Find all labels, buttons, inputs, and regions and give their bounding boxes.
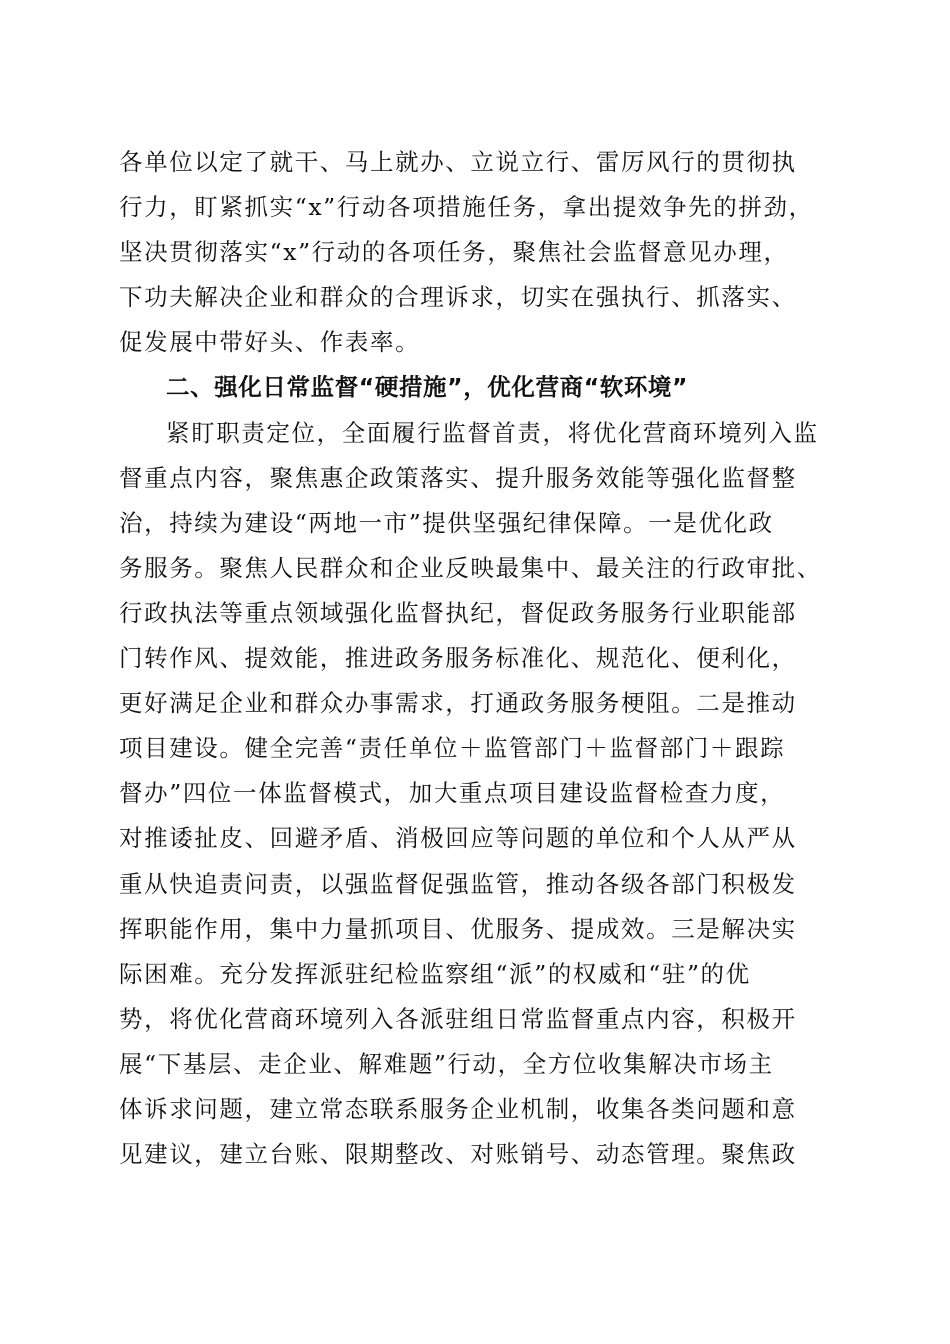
document-body: [119, 140, 839, 1177]
paragraph-line: 督办”四位一体监督模式，加大重点项目建设监督检查力度，: [119, 779, 786, 808]
paragraph-line: 督重点内容，聚焦惠企政策落实、提升服务效能等强化监督整: [119, 463, 797, 492]
paragraph-line: 治，持续为建设“两地一市”提供坚强纪律保障。一是优化政: [119, 508, 774, 537]
paragraph-line: 项目建设。健全完善“责任单位＋监管部门＋监督部门＋跟踪: [119, 734, 786, 763]
paragraph-line: 重从快追责问责，以强监督促强监管，推动各级各部门积极发: [119, 869, 797, 898]
paragraph-line: 对推诿扯皮、回避矛盾、消极回应等问题的单位和个人从严从: [119, 824, 797, 853]
paragraph-line: 更好满足企业和群众办事需求，打通政务服务梗阻。二是推动: [119, 689, 797, 718]
paragraph-line: 际困难。充分发挥派驻纪检监察组“派”的权威和“驻”的优: [119, 959, 751, 988]
paragraph-line: 体诉求问题，建立常态联系服务企业机制，收集各类问题和意: [119, 1094, 797, 1123]
paragraph-line: 各单位以定了就干、马上就办、立说立行、雷厉风行的贯彻执: [119, 148, 797, 176]
paragraph-line: 门转作风、提效能，推进政务服务标准化、规范化、便利化，: [119, 644, 797, 673]
paragraph-2: [119, 411, 839, 1178]
paragraph-line: 务服务。聚焦人民群众和企业反映最集中、最关注的行政审批、: [119, 553, 822, 582]
paragraph-line: 见建议，建立台账、限期整改、对账销号、动态管理。聚焦政: [119, 1140, 797, 1169]
paragraph-1: [119, 140, 839, 365]
paragraph-line: 促发展中带好头、作表率。: [119, 328, 421, 357]
paragraph-line: 坚决贯彻落实“x”行动的各项任务，聚焦社会监督意见办理，: [119, 238, 789, 267]
paragraph-line: 紧盯职责定位，全面履行监督首责，将优化营商环境列入监: [166, 418, 819, 447]
paragraph-line: 行力，盯紧抓实“x”行动各项措施任务，拿出提效争先的拼劲，: [119, 193, 814, 222]
paragraph-line: 行政执法等重点领域强化监督执纪，督促政务服务行业职能部: [119, 598, 797, 627]
paragraph-line: 下功夫解决企业和群众的合理诉求，切实在强执行、抓落实、: [119, 283, 797, 312]
paragraph-line: 展“下基层、走企业、解难题”行动，全方位收集解决市场主: [119, 1049, 774, 1078]
paragraph-line: 势，将优化营商环境列入各派驻组日常监督重点内容，积极开: [119, 1004, 797, 1033]
paragraph-line: 挥职能作用，集中力量抓项目、优服务、提成效。三是解决实: [119, 914, 797, 943]
section-heading: 二、强化日常监督“硬措施”，优化营商“软环境”: [166, 373, 689, 402]
